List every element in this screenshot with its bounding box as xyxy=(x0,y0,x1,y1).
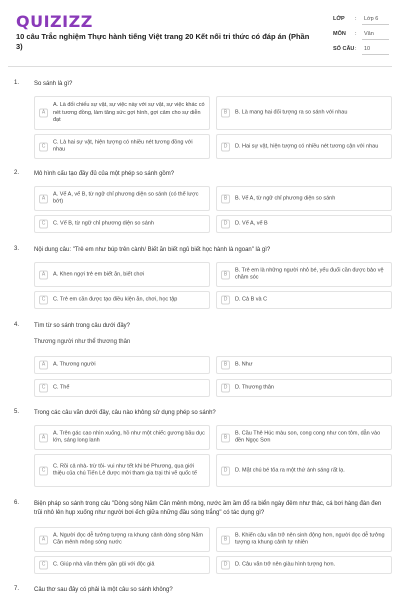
option-letter-box: A xyxy=(39,361,48,370)
option-text: D. Thương thân xyxy=(235,384,274,391)
option-text: B. Cầu Thê Húc màu son, cong cong như con tôm, dẫn vào đền Ngọc Sơn xyxy=(235,430,381,444)
option-a[interactable] xyxy=(34,186,210,211)
option-text: C. Vế B, từ ngữ chỉ phương diện so sánh xyxy=(53,220,154,227)
option-b[interactable] xyxy=(216,262,392,287)
option-letter-box: C xyxy=(39,561,48,570)
option-text: C. Giúp nhà văn thêm gần gũi với độc giả xyxy=(53,561,155,568)
option-d[interactable] xyxy=(216,134,392,159)
question-text: Tìm từ so sánh trong câu dưới đây? xyxy=(34,323,131,329)
option-letter-box: D xyxy=(221,384,230,393)
meta-row-grade xyxy=(333,16,389,26)
option-letter-box: A xyxy=(39,433,48,442)
option-letter-box: A xyxy=(39,535,48,544)
meta-underline xyxy=(362,39,389,40)
option-text: A. Thương người xyxy=(53,361,96,368)
option-c[interactable] xyxy=(34,291,210,309)
option-letter-box: D xyxy=(221,561,230,570)
option-a[interactable] xyxy=(34,356,210,374)
option-text: B. Trẻ em là những người nhỏ bé, yếu đuối cần được bảo vệ chăm sóc xyxy=(235,267,384,281)
meta-row-subject xyxy=(333,31,389,41)
question-text: Câu thơ sau đây có phải là một câu so sánh không? xyxy=(34,587,173,593)
option-text: A. Khen ngợi trẻ em biết ăn, biết chơi xyxy=(53,270,145,277)
worksheet-title: 10 câu Trắc nghiệm Thực hành tiếng Việt trang 20 Kết nối tri thức có đáp án (Phần 3) xyxy=(16,32,310,51)
option-b[interactable] xyxy=(216,186,392,211)
option-d[interactable] xyxy=(216,454,392,487)
option-text: A. Vế A, vế B, từ ngữ chỉ phương diện so sánh (có thể lược bớt) xyxy=(53,191,199,205)
option-text: C. Thể xyxy=(53,384,70,391)
option-text: A. Là đối chiếu sự vật, sự việc này với sự vật, sự việc khác có nét tương đồng, làm tăng sức gợi hình, gợi cảm cho sự diễn đạt xyxy=(53,101,205,123)
option-letter-box: B xyxy=(221,535,230,544)
option-letter-box: C xyxy=(39,296,48,305)
option-b[interactable] xyxy=(216,425,392,450)
option-b[interactable] xyxy=(216,527,392,552)
question-number: 4. xyxy=(14,322,20,328)
meta-value: Lớp 6 xyxy=(364,16,379,22)
option-a[interactable] xyxy=(34,425,210,450)
option-text: C. Là hai sự vật, hiện tượng có nhiều nét tương đồng với nhau xyxy=(53,139,193,153)
question-text: So sánh là gì? xyxy=(34,81,73,87)
option-text: A. Người đọc dễ tưởng tượng ra khung cảnh dòng sông Năm Căn mênh mông sóng nước xyxy=(53,532,203,546)
option-letter-box: C xyxy=(39,384,48,393)
question-text: Trong các câu văn dưới đây, câu nào không sử dụng phép so sánh? xyxy=(34,410,216,416)
question-number: 7. xyxy=(14,586,20,592)
option-d[interactable] xyxy=(216,556,392,574)
option-text: B. Như xyxy=(235,361,253,368)
option-d[interactable] xyxy=(216,215,392,233)
meta-colon: : xyxy=(355,16,357,22)
question-number: 5. xyxy=(14,409,20,415)
option-letter-box: D xyxy=(221,142,230,151)
option-letter-box: C xyxy=(39,466,48,475)
option-c[interactable] xyxy=(34,134,210,159)
option-c[interactable] xyxy=(34,556,210,574)
question-text: Nội dung câu: "Trẻ em như búp trên cành/ Biết ăn biết ngủ biết học hành là ngoan" là gì? xyxy=(34,247,271,253)
option-letter-box: B xyxy=(221,194,230,203)
option-text: D. Vế A, vế B xyxy=(235,220,268,227)
option-c[interactable] xyxy=(34,454,210,487)
option-b[interactable] xyxy=(216,356,392,374)
meta-label: SỐ CÂU xyxy=(333,46,355,52)
option-letter-box: A xyxy=(39,270,48,279)
question-number: 6. xyxy=(14,500,20,506)
meta-row-question-count xyxy=(333,46,389,56)
meta-underline xyxy=(362,24,389,25)
option-letter-box: C xyxy=(39,142,48,151)
option-a[interactable] xyxy=(34,262,210,287)
option-d[interactable] xyxy=(216,379,392,397)
quizizz-logo: QUIZIZZ xyxy=(16,12,93,31)
option-letter-box: D xyxy=(221,220,230,229)
option-text: C. Trẻ em cần được tạo điều kiện ăn, chơi, học tập xyxy=(53,296,178,303)
option-letter-box: B xyxy=(221,433,230,442)
option-letter-box: B xyxy=(221,361,230,370)
question-number: 1. xyxy=(14,80,20,86)
option-letter-box: A xyxy=(39,109,48,118)
option-text: D. Câu văn trở nên giàu hình tượng hơn. xyxy=(235,561,336,568)
question-number: 3. xyxy=(14,246,20,252)
option-letter-box: D xyxy=(221,466,230,475)
option-letter-box: B xyxy=(221,270,230,279)
meta-label: MÔN xyxy=(333,31,346,37)
option-text: A. Trên gác cao nhìn xuống, hồ như một chiếc gương bầu dục lớn, sáng long lanh xyxy=(53,430,205,444)
meta-value: Văn xyxy=(364,31,374,37)
question-text: Mô hình cấu tạo đầy đủ của một phép so sánh gồm? xyxy=(34,171,175,177)
option-a[interactable] xyxy=(34,96,210,130)
option-text: D. Cả B và C xyxy=(235,296,268,303)
question-text: Biện pháp so sánh trong câu "Dòng sông Năm Căn mênh mông, nước ầm ầm đổ ra biển ngày đêm như thác, cá bơi hàng đàn đen trũi nhô lên hụp xuống như người bơi ếch giữa những đầu sóng trắng" có tác dụng gì? xyxy=(34,501,382,516)
meta-label: LỚP xyxy=(333,16,345,22)
meta-colon: : xyxy=(355,31,357,37)
option-letter-box: B xyxy=(221,109,230,118)
option-b[interactable] xyxy=(216,96,392,130)
option-letter-box: C xyxy=(39,220,48,229)
option-text: C. Rồi cả nhà- trừ tôi- vui như tết khi bé Phương, qua giới thiệu của chú Tiến Lê được mời tham gia trại thi vẽ quốc tế xyxy=(53,463,197,477)
question-number: 2. xyxy=(14,170,20,176)
option-c[interactable] xyxy=(34,379,210,397)
meta-value: 10 xyxy=(364,46,371,52)
option-a[interactable] xyxy=(34,527,210,552)
option-letter-box: D xyxy=(221,296,230,305)
option-letter-box: A xyxy=(39,194,48,203)
option-text: B. Là mang hai đối tượng ra so sánh với nhau xyxy=(235,109,348,116)
option-text: B. Khiến câu văn trở nên sinh động hơn, người đọc dễ tưởng tượng ra khung cảnh tự nhiên xyxy=(235,532,385,546)
header-divider xyxy=(8,66,392,67)
option-text: D. Mặt chú bé tỏa ra một thứ ánh sáng rất lạ. xyxy=(235,466,345,473)
meta-underline xyxy=(362,54,389,55)
option-c[interactable] xyxy=(34,215,210,233)
option-d[interactable] xyxy=(216,291,392,309)
option-text: B. Vế A, từ ngữ chỉ phương diện so sánh xyxy=(235,194,336,201)
question-excerpt: Thương người như thể thương thân xyxy=(34,339,131,345)
meta-colon: : xyxy=(355,46,357,52)
option-text: D. Hai sự vật, hiện tượng có nhiều nét tương cận với nhau xyxy=(235,142,379,149)
worksheet-header xyxy=(0,0,400,62)
